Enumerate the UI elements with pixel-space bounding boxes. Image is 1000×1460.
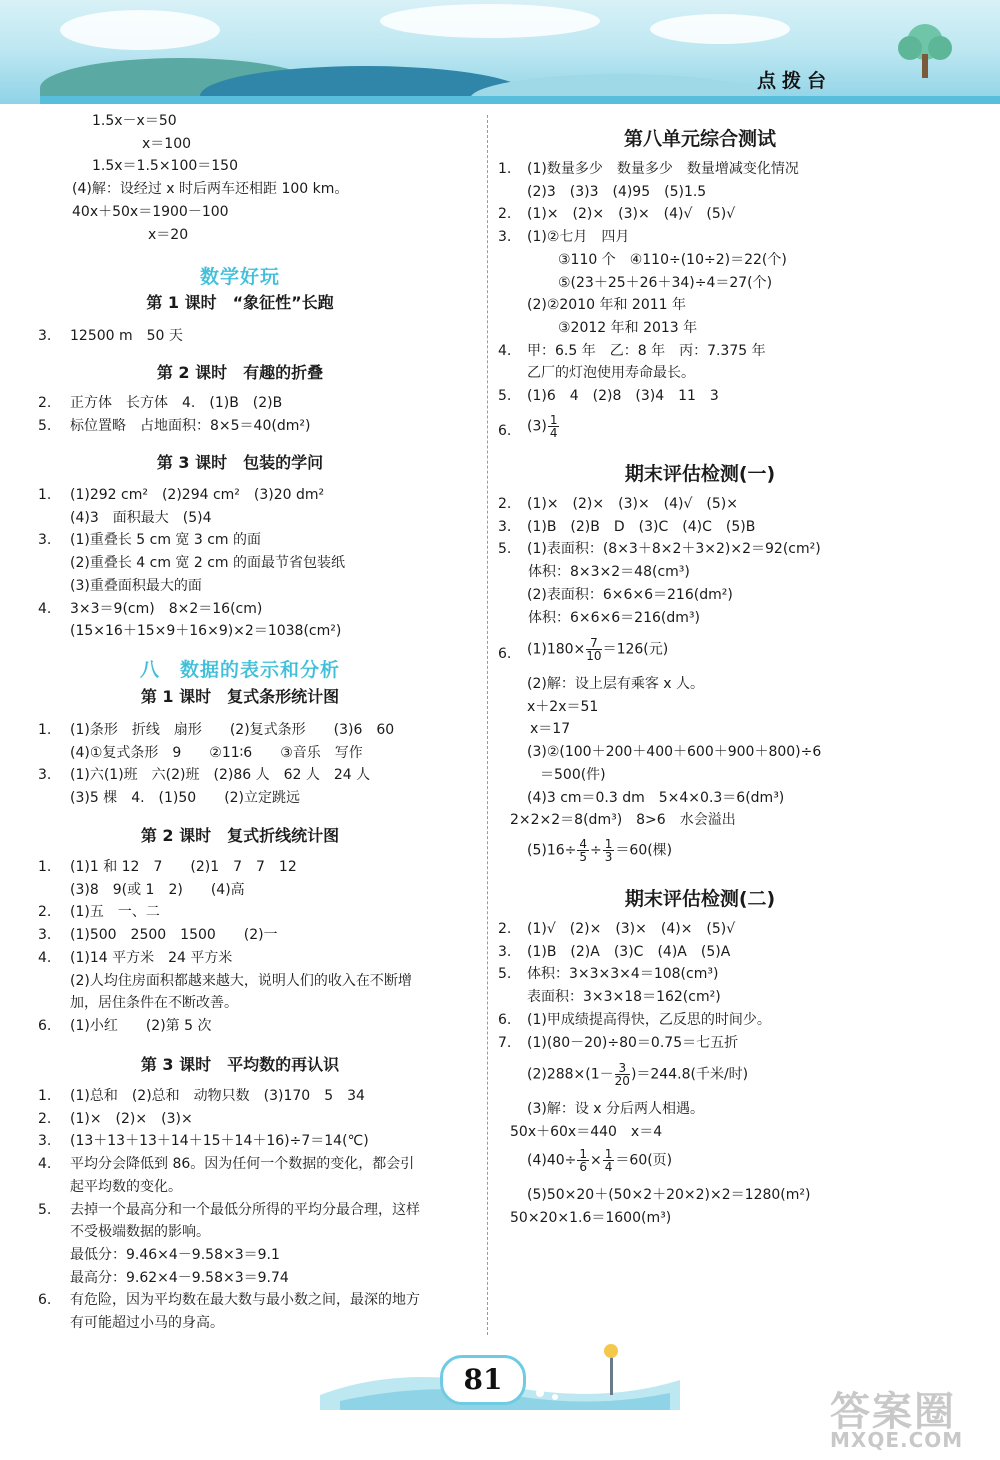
section-heading: 八 数据的表示和分析 — [139, 659, 340, 681]
question-number: 6. — [498, 1011, 512, 1028]
answer-text: x＋2x＝51 — [527, 698, 599, 715]
cloud-decoration — [380, 4, 600, 38]
question-number: 5. — [498, 966, 512, 983]
numerator: 4 — [579, 837, 588, 851]
section-heading: 第 1 课时 复式条形统计图 — [140, 687, 340, 706]
denominator: 3 — [604, 850, 613, 864]
question-number: 1. — [38, 487, 52, 503]
question-number: 5. — [498, 541, 512, 558]
answer-text: 2×2×2＝8(dm³) 8>6 水会溢出 — [510, 812, 736, 829]
answer-text: (1)重叠长 5 cm 宽 3 cm 的面 — [70, 532, 262, 549]
question-number: 4. — [498, 342, 512, 359]
cloud-decoration — [60, 10, 220, 50]
text-segment: (3) — [527, 418, 547, 435]
answer-text: 12500 m 50 天 — [70, 328, 183, 344]
answer-text: 去掉一个最高分和一个最低分所得的平均分最合理，这样 — [70, 1201, 420, 1218]
answer-text: 最低分：9.46×4－9.58×3＝9.1 — [70, 1246, 280, 1263]
answer-text: (3)5 棵 4. (1)50 (2)立定跳远 — [70, 790, 301, 807]
question-number: 3. — [38, 767, 52, 784]
question-number: 3. — [38, 328, 52, 344]
question-number: 3. — [498, 518, 512, 535]
question-number: 6. — [498, 646, 512, 662]
text-segment: (5)16÷ — [527, 842, 577, 859]
answer-text: 有可能超过小马的身高。 — [70, 1315, 224, 1331]
answer-text — [527, 1062, 748, 1087]
question-number: 5. — [38, 1201, 52, 1218]
answer-text: 40x＋50x＝1900－100 — [72, 203, 229, 220]
section-heading: 第 3 课时 平均数的再认识 — [140, 1055, 340, 1074]
answer-text: (1)表面积：(8×3＋8×2＋3×2)×2＝92(cm²) — [527, 541, 821, 558]
answer-text: 体积：6×6×6＝216(dm³) — [528, 609, 700, 626]
answer-text: x＝17 — [530, 721, 571, 738]
text-segment: (2)288×(1－ — [527, 1066, 614, 1083]
fraction — [586, 637, 601, 662]
numerator: 1 — [604, 1147, 613, 1161]
answer-text: 不受极端数据的影响。 — [70, 1224, 210, 1241]
section-heading: 第八单元综合测试 — [623, 128, 776, 150]
question-number: 2. — [38, 395, 52, 411]
watermark-url: MXQE.COM — [830, 1428, 964, 1452]
answer-text: 正方体 长方体 4. (1)B (2)B — [70, 395, 283, 411]
section-heading: 期末评估检测(二) — [624, 888, 776, 910]
section-heading: 第 3 课时 包装的学问 — [156, 453, 324, 472]
answer-text: (3)重叠面积最大的面 — [70, 577, 202, 594]
question-number: 6. — [498, 423, 512, 439]
answer-text: (1)总和 (2)总和 动物只数 (3)170 5 34 — [70, 1088, 365, 1104]
column-divider — [487, 115, 488, 1335]
section-heading: 第 2 课时 有趣的折叠 — [156, 363, 324, 382]
answer-text: (1)√ (2)× (3)× (4)× (5)√ — [527, 921, 736, 937]
answer-text: 加，居住条件在不断改善。 — [70, 995, 238, 1012]
answer-text: (13＋13＋13＋14＋15＋14＋16)÷7＝14(℃) — [70, 1133, 369, 1150]
question-number: 3. — [38, 532, 52, 549]
answer-text: (1)甲成绩提高得快，乙反思的时间少。 — [527, 1011, 771, 1028]
denominator: 4 — [604, 1160, 613, 1174]
answer-text: 起平均数的变化。 — [70, 1178, 182, 1195]
question-number: 4. — [38, 600, 52, 617]
answer-text: ③2012 年和 2013 年 — [558, 319, 698, 336]
answer-text: 1.5x－x＝50 — [92, 113, 177, 129]
answer-text: (1)500 2500 1500 (2)一 — [70, 927, 278, 944]
numerator: 1 — [579, 1147, 588, 1161]
section-heading: 第 2 课时 复式折线统计图 — [140, 826, 340, 845]
answer-text: 平均分会降低到 86。因为任何一个数据的变化，都会引 — [70, 1156, 415, 1173]
answer-text: ＝500(件) — [540, 766, 606, 783]
answer-text: (1)292 cm² (2)294 cm² (3)20 dm² — [70, 487, 325, 503]
question-number: 4. — [38, 949, 52, 966]
text-segment: ＝60(页) — [615, 1152, 673, 1169]
answer-text: (1)1 和 12 7 (2)1 7 7 12 — [70, 859, 297, 875]
answer-text: (1)数量多少 数量多少 数量增减变化情况 — [527, 161, 799, 177]
cloud-decoration — [650, 14, 790, 44]
answer-text: 体积：8×3×2＝48(cm³) — [528, 564, 690, 581]
question-number: 5. — [498, 388, 512, 404]
section-heading: 第 1 课时 “象征性”长跑 — [146, 293, 334, 312]
brand-title: 点拨台 — [756, 70, 832, 92]
numerator: 1 — [549, 413, 558, 427]
answer-text: (4)解：设经过 x 时后两车还相距 100 km。 — [72, 181, 349, 198]
question-number: 3. — [498, 229, 512, 246]
answer-text: 标位置略 占地面积：8×5＝40(dm²) — [70, 417, 311, 434]
question-number: 6. — [38, 1017, 52, 1034]
header-banner — [0, 0, 1000, 104]
answer-text — [527, 838, 672, 863]
fraction — [603, 838, 615, 863]
answer-text: 50x＋60x＝440 x＝4 — [510, 1123, 663, 1140]
answer-text — [527, 414, 560, 439]
text-segment: ＝126(元) — [602, 641, 669, 658]
answer-text — [527, 1148, 672, 1173]
answer-text: (1)× (2)× (3)× (4)√ (5)√ — [527, 206, 736, 223]
question-number: 1. — [38, 859, 52, 875]
answer-text: ③110 个 ④110÷(10÷2)＝22(个) — [558, 251, 787, 268]
answer-text: (1)六(1)班 六(2)班 (2)86 人 62 人 24 人 — [70, 767, 371, 784]
question-number: 2. — [498, 496, 512, 512]
page-number: 81 — [440, 1355, 526, 1405]
text-segment: ＝60(棵) — [615, 842, 673, 859]
answer-text: (2)重叠长 4 cm 宽 2 cm 的面最节省包装纸 — [70, 555, 346, 572]
numerator: 3 — [615, 1062, 630, 1075]
fraction — [577, 1148, 589, 1173]
answer-text: 3×3＝9(cm) 8×2＝16(cm) — [70, 600, 263, 617]
answer-text: 1.5x＝1.5×100＝150 — [92, 158, 238, 175]
denominator: 4 — [549, 426, 558, 440]
text-segment: × — [590, 1152, 602, 1169]
question-number: 3. — [498, 943, 512, 960]
section-heading: 数学好玩 — [199, 266, 280, 288]
answer-text: (1)B (2)B D (3)C (4)C (5)B — [527, 518, 756, 535]
numerator: 1 — [604, 837, 613, 851]
answer-text: 50×20×1.6＝1600(m³) — [510, 1209, 672, 1226]
answer-text: (4)3 cm＝0.3 dm 5×4×0.3＝6(dm³) — [527, 789, 785, 806]
answer-text: 表面积：3×3×18＝162(cm²) — [527, 989, 721, 1006]
denominator: 20 — [614, 1074, 630, 1088]
question-number: 3. — [38, 1133, 52, 1150]
question-number: 7. — [498, 1034, 512, 1051]
answer-text: (1)小红 (2)第 5 次 — [70, 1017, 212, 1034]
answer-text: (2)解：设上层有乘客 x 人。 — [527, 676, 705, 692]
answer-text: 有危险，因为平均数在最大数与最小数之间，最深的地方 — [70, 1292, 420, 1309]
header-strip — [40, 96, 1000, 104]
answer-text: (3)②(100＋200＋400＋600＋900＋800)÷6 — [527, 744, 822, 761]
fraction — [577, 838, 589, 863]
fraction — [548, 414, 560, 439]
question-number: 3. — [38, 927, 52, 944]
answer-text — [527, 637, 668, 662]
watermark-logo: 答案圈 — [830, 1389, 956, 1435]
denominator: 6 — [579, 1160, 588, 1174]
question-number: 5. — [38, 417, 52, 434]
answer-text: (1)14 平方米 24 平方米 — [70, 949, 233, 966]
numerator: 7 — [586, 637, 601, 650]
text-segment: (4)40÷ — [527, 1152, 577, 1169]
question-number: 2. — [38, 1110, 52, 1127]
denominator: 10 — [586, 649, 602, 663]
answer-text: x＝100 — [142, 135, 192, 152]
answer-text: 甲：6.5 年 乙：8 年 丙：7.375 年 — [527, 342, 766, 359]
question-number: 4. — [38, 1156, 52, 1173]
answer-text: 最高分：9.62×4－9.58×3＝9.74 — [70, 1269, 289, 1286]
answer-text: (1)× (2)× (3)× (4)√ (5)× — [527, 496, 738, 512]
section-heading: 期末评估检测(一) — [624, 463, 776, 485]
text-segment: )＝244.8(千米/时) — [630, 1066, 749, 1083]
question-number: 2. — [498, 921, 512, 937]
answer-text: (1)× (2)× (3)× — [70, 1110, 193, 1127]
fraction — [603, 1148, 615, 1173]
tree-icon — [890, 20, 960, 80]
question-number: 2. — [38, 904, 52, 921]
answer-text: (4)①复式条形 9 ②11∶6 ③音乐 写作 — [70, 744, 363, 761]
question-number: 2. — [498, 206, 512, 223]
answer-text: ⑤(23＋25＋26＋34)÷4＝27(个) — [558, 274, 773, 291]
answer-text: (1)五 一、二 — [70, 904, 160, 921]
answer-text: (1)B (2)A (3)C (4)A (5)A — [527, 943, 731, 960]
denominator: 5 — [579, 850, 588, 864]
answer-text: (1)条形 折线 扇形 (2)复式条形 (3)6 60 — [70, 722, 395, 738]
answer-text: (3)8 9(或 1 2) (4)高 — [70, 881, 245, 898]
answer-text: (3)解：设 x 分后两人相遇。 — [527, 1101, 705, 1117]
answer-text: (4)3 面积最大 (5)4 — [70, 509, 212, 526]
answer-text: (2)人均住房面积都越来越大，说明人们的收入在不断增 — [70, 972, 412, 989]
question-number: 1. — [498, 161, 512, 177]
answer-text: (2)表面积：6×6×6＝216(dm²) — [527, 586, 733, 603]
fraction — [615, 1062, 630, 1087]
answer-text: (2)②2010 年和 2011 年 — [527, 297, 686, 314]
question-number: 1. — [38, 722, 52, 738]
answer-text: (1)②七月 四月 — [527, 229, 630, 246]
answer-text: (1)6 4 (2)8 (3)4 11 3 — [527, 388, 719, 404]
answer-text: x＝20 — [148, 226, 189, 243]
answer-text: (1)(80－20)÷80＝0.75＝七五折 — [527, 1034, 739, 1051]
text-segment: ÷ — [590, 842, 602, 859]
question-number: 6. — [38, 1292, 52, 1309]
answer-text: 体积：3×3×3×4＝108(cm³) — [527, 966, 719, 983]
answer-text: 乙厂的灯泡使用寿命最长。 — [527, 365, 695, 382]
question-number: 1. — [38, 1088, 52, 1104]
answer-text: (2)3 (3)3 (4)95 (5)1.5 — [527, 183, 707, 200]
text-segment: (1)180× — [527, 641, 586, 658]
answer-text: (5)50×20＋(50×2＋20×2)×2＝1280(m²) — [527, 1187, 811, 1203]
answer-text: (15×16＋15×9＋16×9)×2＝1038(cm²) — [70, 623, 342, 640]
